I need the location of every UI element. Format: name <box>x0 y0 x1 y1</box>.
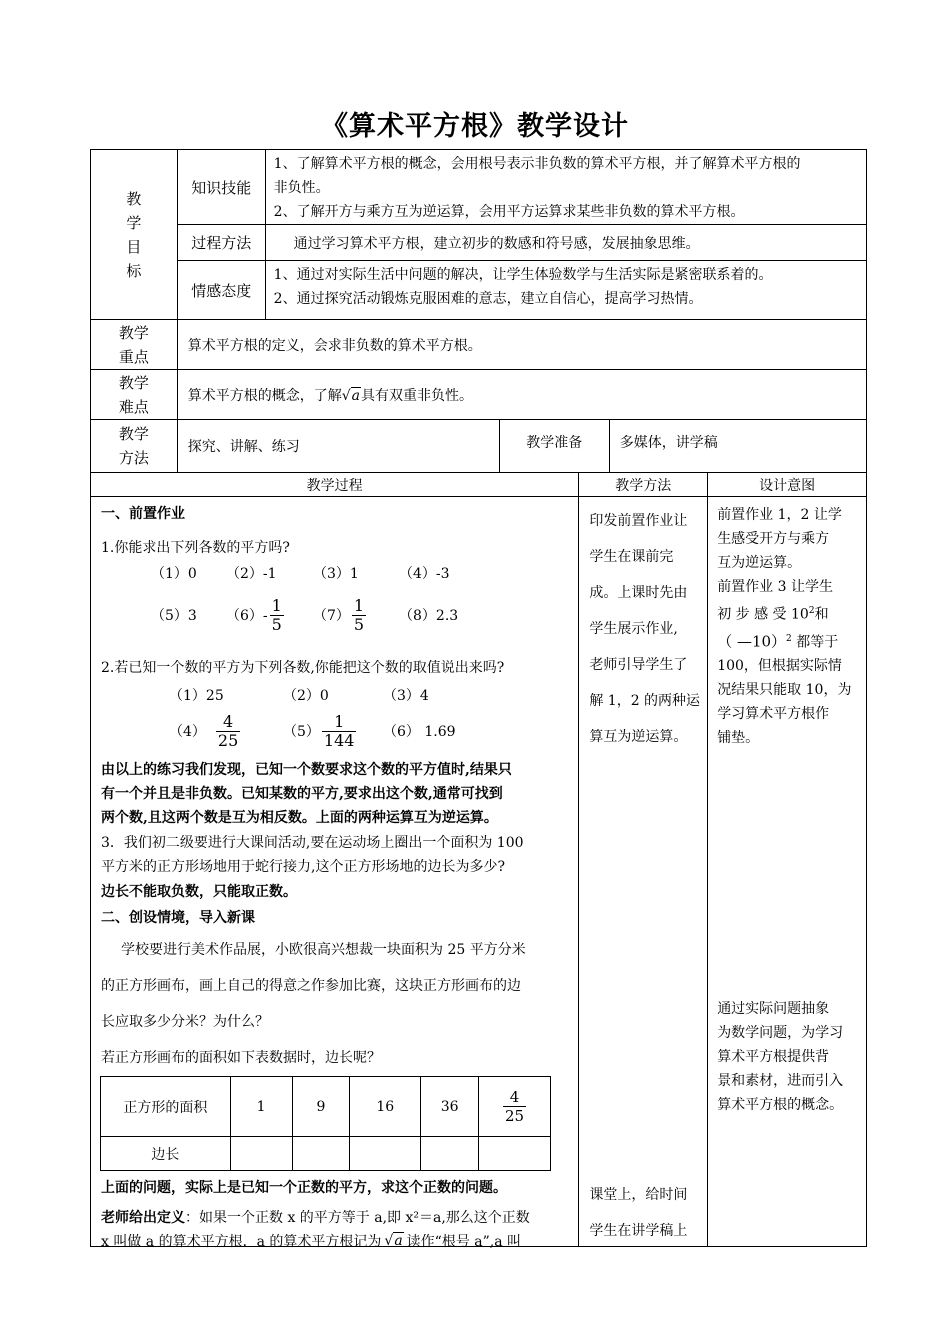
header-intent: 设计意图 <box>708 473 867 497</box>
difficulty-text: 算术平方根的概念，了解√a具有双重非负性。 <box>177 370 866 420</box>
intent-text: 前置作业 3 让学生 <box>717 579 833 595</box>
sqrt-a-symbol: √a <box>384 1233 403 1249</box>
definition-line: x 叫做 a 的算术平方根．a 的算术平方根记为 √a 读作“根号 a”,a 叫 <box>101 1233 522 1250</box>
q1-item: （4）-3 <box>399 566 450 582</box>
prep-label: 教学准备 <box>500 420 610 472</box>
q1-item: （8）2.3 <box>399 608 459 624</box>
question-3: 平方米的正方形场地用于蛇行接力,这个正方形场地的边长为多少? <box>101 859 505 875</box>
fraction-1-5: $\frac{1}{5}$ <box>271 595 282 634</box>
side-cell <box>479 1137 551 1171</box>
side-cell <box>350 1137 421 1171</box>
q2-item: （2）0 <box>283 688 329 704</box>
conclusion-line: 由以上的练习我们发现，已知一个数要求这个数的平方值时,结果只 <box>101 762 512 778</box>
attitude-text: 1、通过对实际生活中问题的解决，让学生体验数学与生活实际是紧密联系着的。 2、通过探究活动锻炼克服困难的意志，建立自信心，提高学习热情。 <box>265 261 866 320</box>
intent-text: 况结果只能取 10，为 <box>717 682 852 699</box>
intent-text: 前置作业 1，2 让学 <box>717 507 842 523</box>
story-line: 学校要进行美术作品展，小欧很高兴想裁一块面积为 25 平方分米 <box>121 942 526 958</box>
area-value: 36 <box>421 1077 479 1137</box>
knowledge-label: 知识技能 <box>177 150 265 225</box>
section-2-title: 二、创设情境，导入新课 <box>101 910 255 926</box>
side-cell <box>292 1137 350 1171</box>
fraction-1-144: $\frac{1}{144}$ <box>323 711 355 750</box>
fraction-4-25: $\frac{4}{25}$ <box>217 711 239 750</box>
intent-text: 景和素材，进而引入 <box>717 1073 844 1089</box>
intent-text: 算术平方根的概念。 <box>717 1097 844 1113</box>
q2-item: （4） $\frac{4}{25}$ <box>169 711 239 750</box>
question-2: 2.若已知一个数的平方为下列各数,你能把这个数的取值说出来吗? <box>101 660 505 676</box>
method-text: 印发前置作业让 <box>589 513 688 529</box>
definition-line: 老师给出定义：如果一个正数 x 的平方等于 a,即 x²＝a,那么这个正数 <box>101 1210 530 1226</box>
intent-text: （ —10）$^2$ 都等于 <box>717 632 839 651</box>
conclusion-line: 有一个并且是非负数。已知某数的平方,要求出这个数,通常可找到 <box>101 786 503 802</box>
method-text: 老师引导学生了 <box>589 657 688 673</box>
question-1: 1.你能求出下列各数的平方吗? <box>101 540 290 556</box>
knowledge-text: 1、了解算术平方根的概念，会用根号表示非负数的算术平方根，并了解算术平方根的 非负性。 2、了解开方与乘方互为逆运算，会用平方运算求某些非负数的算术平方根。 <box>265 150 866 225</box>
fraction-1-5: $\frac{1}{5}$ <box>353 595 365 634</box>
q1-item: （1）0 <box>151 566 197 582</box>
summary-line: 上面的问题，实际上是已知一个正数的平方，求这个正数的问题。 <box>101 1180 507 1196</box>
methods-label: 教学 方法 <box>91 420 178 473</box>
question-3: 3．我们初二级要进行大课间活动,要在运动场上圈出一个面积为 100 <box>101 835 524 851</box>
method-text: 成。上课时先由 <box>589 585 688 601</box>
q1-item: （6）- $\frac{1}{5}$ <box>226 595 282 634</box>
area-value: 1 <box>230 1077 292 1137</box>
key-points-text: 算术平方根的定义，会求非负数的算术平方根。 <box>177 320 866 370</box>
q1-item: （7） $\frac{1}{5}$ <box>313 595 365 634</box>
side-cell <box>230 1137 292 1171</box>
method-text: 课堂上，给时间 <box>589 1187 688 1203</box>
side-cell <box>421 1137 479 1171</box>
prep-text: 多媒体，讲学稿 <box>619 435 718 451</box>
story-line: 的正方形画布，画上自己的得意之作参加比赛，这块正方形画布的边 <box>101 978 521 994</box>
story-line: 长应取多少分米？为什么？ <box>101 1014 269 1030</box>
method-text: 学生在课前完 <box>589 549 674 565</box>
section-1-title: 一、前置作业 <box>101 506 185 522</box>
process-method-text: 通过学习算术平方根，建立初步的数感和符号感，发展抽象思维。 <box>265 225 866 261</box>
q1-item: （3）1 <box>313 566 359 582</box>
area-label: 正方形的面积 <box>101 1077 231 1137</box>
methods-row <box>177 420 866 473</box>
header-method: 教学方法 <box>579 473 708 497</box>
method-text: 解 1，2 的两种运 <box>589 693 701 709</box>
intent-text: 学习算术平方根作 <box>717 706 830 723</box>
q2-item: （3）4 <box>383 688 429 704</box>
header-process: 教学过程 <box>91 473 579 497</box>
area-value: 16 <box>350 1077 421 1137</box>
intent-text: 互为逆运算。 <box>717 555 802 571</box>
objectives-table <box>90 149 867 473</box>
process-method-label: 过程方法 <box>177 225 265 261</box>
q2-item: （6） 1.69 <box>383 724 456 740</box>
difficulty-label: 教学 难点 <box>91 370 178 420</box>
method-text: 学生展示作业, <box>589 621 678 637</box>
question-3-answer: 边长不能取负数，只能取正数。 <box>101 884 297 900</box>
method-text: 学生在讲学稿上 <box>589 1223 688 1239</box>
objectives-label: 教 学 目 标 <box>91 150 178 320</box>
method-column <box>579 497 708 1247</box>
area-table <box>100 1076 551 1171</box>
q2-item: （1）25 <box>169 688 224 704</box>
q2-item: （5） $\frac{1}{144}$ <box>283 711 355 750</box>
table-intro: 若正方形画布的面积如下表数据时，边长呢？ <box>101 1050 381 1066</box>
attitude-label: 情感态度 <box>177 261 265 320</box>
q1-item: （2）-1 <box>226 566 277 582</box>
intent-text: 为数学问题，为学习 <box>717 1025 844 1041</box>
page-title: 《算术平方根》教学设计 <box>321 111 629 142</box>
method-text: 算互为逆运算。 <box>589 729 688 745</box>
q1-item: （5）3 <box>151 608 197 624</box>
side-label: 边长 <box>101 1137 231 1171</box>
area-value: 9 <box>292 1077 350 1137</box>
intent-text: 通过实际问题抽象 <box>717 1001 830 1017</box>
intent-text: 100，但根据实际情 <box>717 658 842 675</box>
key-points-label: 教学 重点 <box>91 320 178 370</box>
intent-text: 铺垫。 <box>717 730 760 747</box>
sqrt-a-symbol: √a <box>341 387 361 404</box>
process-table <box>90 472 867 1250</box>
intent-text: 初 步 感 受 $10^2$和 <box>717 606 829 623</box>
conclusion-line: 两个数,且这两个数是互为相反数。上面的两种运算互为逆运算。 <box>101 810 498 826</box>
methods-text: 探究、讲解、练习 <box>178 420 500 472</box>
area-value-fraction: $\frac{4}{25}$ <box>479 1077 551 1137</box>
intent-text: 生感受开方与乘方 <box>717 531 830 547</box>
intent-text: 算术平方根提供背 <box>717 1049 830 1065</box>
process-content <box>91 497 579 1250</box>
intent-column <box>708 497 867 1247</box>
